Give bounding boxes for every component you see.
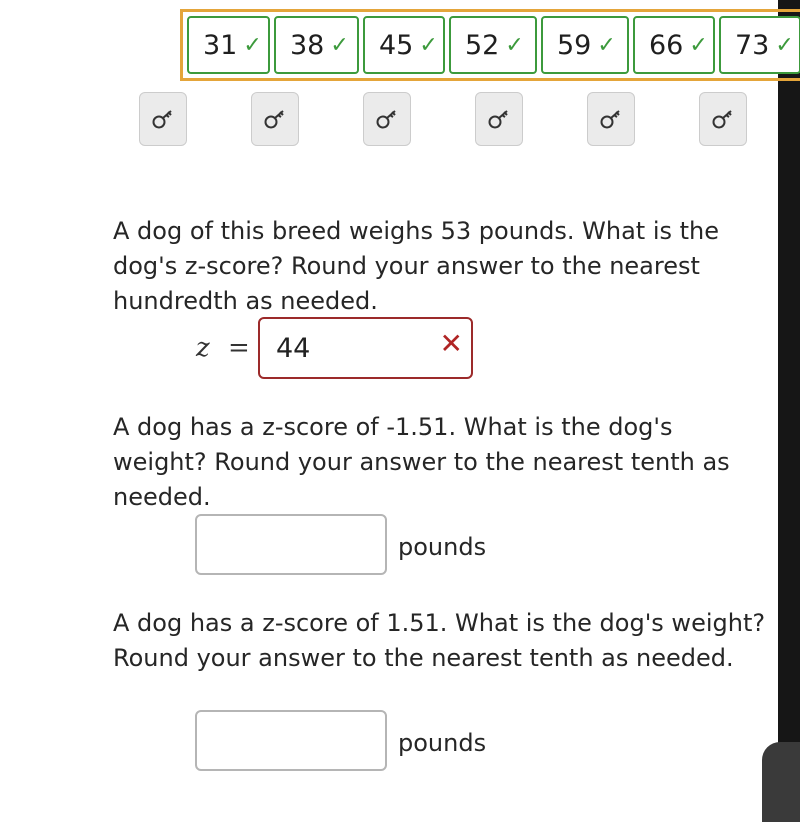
answer-value: 66: [649, 29, 684, 61]
z-score-value: 44: [276, 332, 311, 364]
unit-label-2: pounds: [398, 729, 487, 757]
answer-cell-7[interactable]: [719, 16, 800, 74]
key-button-1[interactable]: [139, 92, 187, 146]
incorrect-x-icon: ✕: [439, 327, 463, 360]
z-score-input[interactable]: [258, 317, 473, 379]
question-1-text: A dog of this breed weighs 53 pounds. What is the dog's z-score? Round your answer to the nearest hundredth as needed.: [113, 217, 719, 315]
check-icon: ✓: [775, 32, 794, 58]
key-icon: [598, 106, 624, 132]
key-icon: [486, 106, 512, 132]
key-icon: [262, 106, 288, 132]
answer-value: 52: [465, 29, 500, 61]
answer-cell-1[interactable]: [187, 16, 270, 74]
answer-cell-2[interactable]: [274, 16, 359, 74]
answer-value: 45: [379, 29, 414, 61]
key-icon: [710, 106, 736, 132]
answer-value: 73: [735, 29, 770, 61]
key-icon: [150, 106, 176, 132]
key-button-3[interactable]: [363, 92, 411, 146]
weight-input-1[interactable]: [195, 514, 387, 575]
check-icon: ✓: [505, 32, 524, 58]
z-equals-label: z =: [196, 333, 250, 363]
answer-value: 31: [203, 29, 238, 61]
answer-value: 59: [557, 29, 592, 61]
key-button-2[interactable]: [251, 92, 299, 146]
previous-answers-strip: [180, 9, 800, 81]
answer-cell-6[interactable]: [633, 16, 715, 74]
check-icon: ✓: [243, 32, 262, 58]
key-icon: [374, 106, 400, 132]
weight-input-2[interactable]: [195, 710, 387, 771]
key-button-4[interactable]: [475, 92, 523, 146]
answer-cell-5[interactable]: [541, 16, 629, 74]
unit-label-1: pounds: [398, 533, 487, 561]
answer-cell-4[interactable]: [449, 16, 537, 74]
right-edge-bar: [778, 0, 800, 801]
check-icon: ✓: [330, 32, 349, 58]
answer-cell-3[interactable]: [363, 16, 445, 74]
question-3-text: A dog has a z-score of 1.51. What is the dog's weight? Round your answer to the nearest tenth as needed.: [113, 609, 766, 672]
answer-value: 38: [290, 29, 325, 61]
key-button-6[interactable]: [699, 92, 747, 146]
corner-overlay: [762, 742, 800, 822]
question-2-text: A dog has a z-score of -1.51. What is the dog's weight? Round your answer to the nearest tenth as needed.: [113, 413, 730, 511]
key-button-5[interactable]: [587, 92, 635, 146]
check-icon: ✓: [689, 32, 708, 58]
check-icon: ✓: [419, 32, 438, 58]
check-icon: ✓: [597, 32, 616, 58]
